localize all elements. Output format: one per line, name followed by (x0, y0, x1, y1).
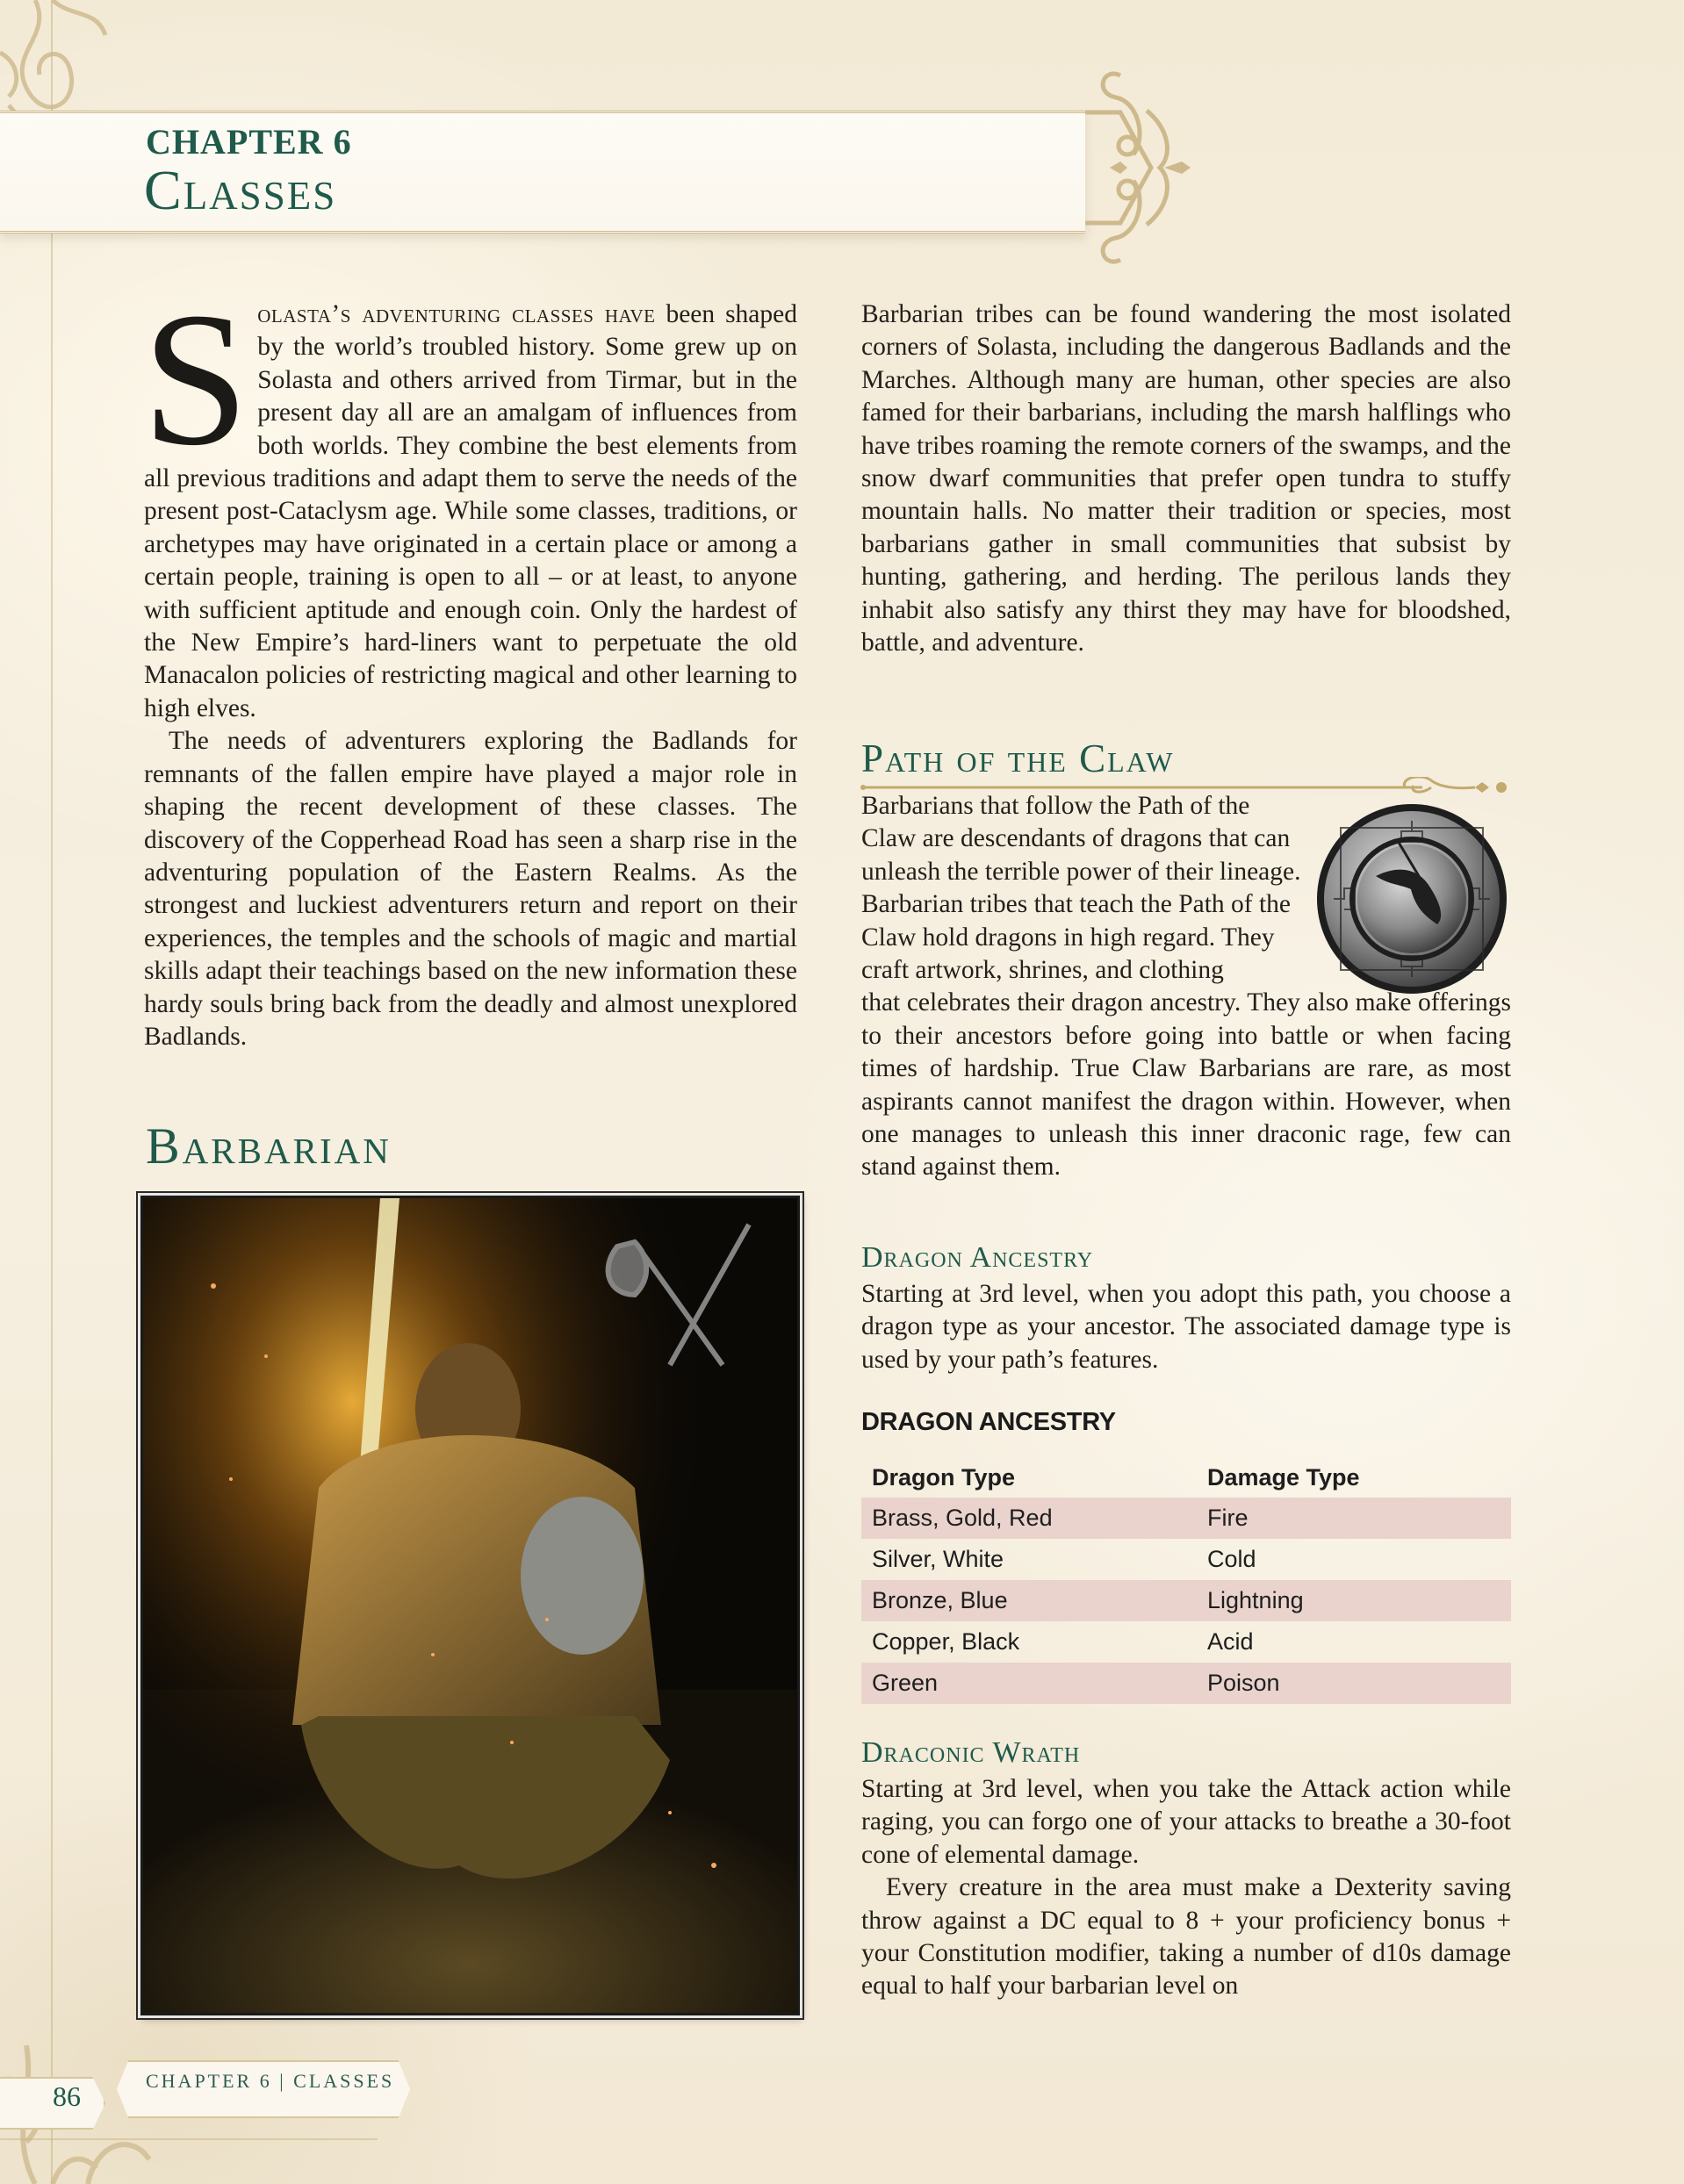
barbarian-intro-paragraph: Barbarian tribes can be found wandering the most isolated corners of Solasta, including the dangerous Badlands and the Marches. Although many are human, other species are also famed for their barbarians, including the marsh halflings who have tribes roaming the remote corners of the swamps, and the snow dwarf communities that prefer open tundra to stuffy mountain halls. No matter their tradition or species, most barbarians gather in small communities that subsist by hunting, gathering, and herding. The perilous lands they inhabit also satisfy any thirst they may have for bloodshed, battle, and adventure. (861, 300, 1511, 657)
cell-damage-type: Cold (1207, 1546, 1256, 1572)
draconic-wrath-paragraph-1: Starting at 3rd level, when you take the Attack action while raging, you can forgo one of your attacks to breathe a 30-foot cone of elemental damage. (861, 1775, 1511, 1869)
cell-damage-type: Lightning (1197, 1580, 1511, 1621)
path-body-narrow: Barbarians that follow the Path of the Claw are descendants of dragons that can unleash the terrible power of their lineage. Barbarian tribes that teach the Path of the Claw hold dragons in high regard. They craft artwork, shrines, and clothing (861, 792, 1301, 985)
cell-dragon-type: Green (861, 1663, 1197, 1704)
intro-section (142, 274, 797, 1053)
path-body-wide: that celebrates their dragon ancestry. They also make offerings to their ancestors before going into battle or when facing times of hardship. True Claw Barbarians are rare, as most aspirants cannot manifest the dragon within. However, when one manages to unleash this inner draconic rage, few can stand against them. (861, 988, 1511, 1182)
intro-paragraph-2: The needs of adventurers exploring the Badlands for remnants of the fallen empire have played a major role in shaping the recent development of these classes. The discovery of the Copperhead Road has seen a sharp rise in the adventuring population of the Eastern Realms. As the strongest and luckiest adventurers return and report on their experiences, the temples and the schools of magic and martial skills adapt their teachings based on the new information these hardy souls bring back from the deadly and almost unexplored Badlands. (144, 727, 797, 1051)
intro-lead-smallcaps: olasta’s adventuring classes have (257, 300, 656, 328)
cell-damage-type: Acid (1207, 1628, 1254, 1655)
column-header-damage-type: Damage Type (1207, 1463, 1360, 1491)
table-row (861, 1663, 1511, 1704)
column-header-dragon-type: Dragon Type (872, 1463, 1016, 1491)
cell-dragon-type: Copper, Black (872, 1628, 1020, 1655)
barbarian-artwork-icon (143, 1198, 797, 2013)
table-header-row (861, 1457, 1511, 1498)
page-number: 86 (53, 2080, 81, 2112)
cell-dragon-type: Brass, Gold, Red (861, 1498, 1197, 1539)
table-row (861, 1621, 1511, 1663)
cell-damage-type: Poison (1197, 1663, 1511, 1704)
intro-paragraph-1-text: been shaped by the world’s troubled history. Some grew up on Solasta and others arrived from Tirmar, but in the present day all are an amalgam of influences from both worlds. They combine the best elements from all previous traditions and adapt them to serve the needs of the present post-Cataclysm age. While some classes, traditions, or archetypes may have originated in a certain place or among a certain people, training is open to all – or at least, to anyone with sufficient aptitude and enough coin. Only the hardest of the New Empire’s hard-liners want to perpetuate the old Manacalon policies of restricting magical and other learning to high elves. (144, 300, 797, 722)
path-of-the-claw-body (861, 790, 1511, 1184)
cell-damage-type: Fire (1197, 1498, 1511, 1539)
draconic-wrath-body (861, 1773, 1511, 2003)
chapter-kicker: CHAPTER 6 (146, 122, 352, 162)
chapter-title: Classes (144, 159, 337, 221)
running-footer-label: CHAPTER 6 | CLASSES (146, 2070, 395, 2092)
subheading-dragon-ancestry: Dragon Ancestry (861, 1241, 1094, 1274)
dragon-ancestry-table (861, 1457, 1511, 1704)
footer-rule (0, 2138, 378, 2140)
banner-scroll-ornament-icon (1085, 58, 1208, 277)
cell-dragon-type: Silver, White (872, 1546, 1004, 1572)
table-row (861, 1539, 1511, 1580)
left-border-rule (51, 0, 53, 2184)
section-heading-path-of-the-claw: Path of the Claw (861, 736, 1175, 780)
drop-cap: S (142, 274, 249, 485)
intro-paragraph-1 (142, 274, 797, 725)
subheading-draconic-wrath: Draconic Wrath (861, 1736, 1081, 1769)
table-title: DRAGON ANCESTRY (861, 1408, 1116, 1436)
table-row (861, 1580, 1511, 1621)
dragon-ancestry-body (861, 1278, 1511, 1376)
table-row (861, 1498, 1511, 1539)
draconic-wrath-paragraph-2: Every creature in the area must make a Dexterity saving throw against a DC equal to 8 + your proficiency bonus + your Constitution modifier, taking a number of d10s damage equal to half your barbarian level on (861, 1873, 1511, 2001)
barbarian-illustration (140, 1196, 800, 2015)
section-heading-barbarian: Barbarian (146, 1117, 392, 1175)
dragon-ancestry-paragraph: Starting at 3rd level, when you adopt this path, you choose a dragon type as your ancestor. The associated damage type is used by your path’s features. (861, 1280, 1511, 1374)
cell-dragon-type: Bronze, Blue (861, 1580, 1197, 1621)
barbarian-intro (861, 298, 1511, 659)
